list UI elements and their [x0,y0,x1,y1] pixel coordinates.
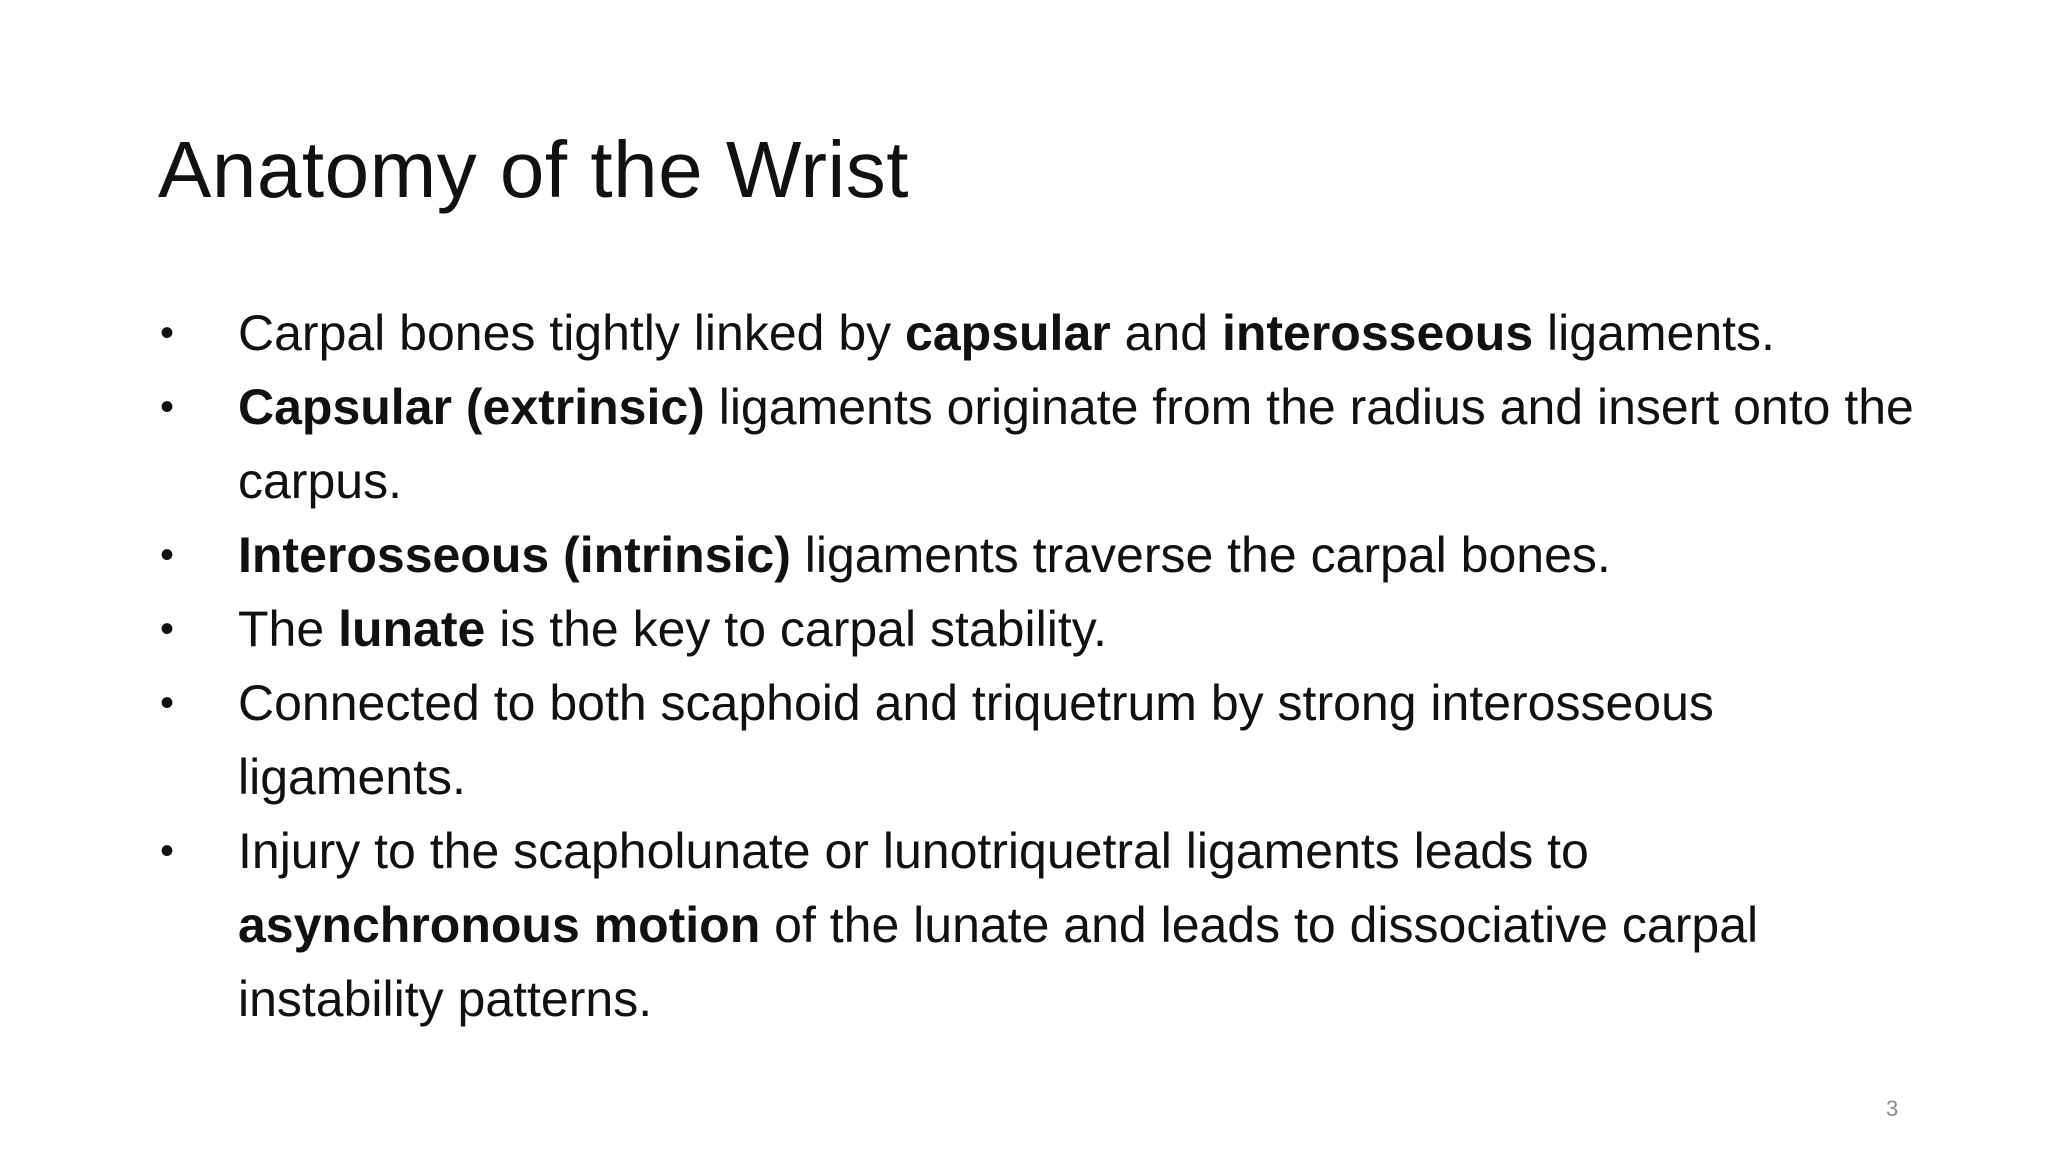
bullet-text-segment: Connected to both scaphoid and triquetrum by strong interosseous ligaments. [238,675,1714,805]
list-item [158,518,1918,592]
list-item [158,592,1918,666]
bullet-icon: • [160,607,175,651]
bullet-text-segment: ligaments. [1533,305,1775,361]
bullet-icon: • [160,829,175,873]
bullet-icon: • [160,681,175,725]
bullet-icon: • [160,385,175,429]
bullet-text-bold: Capsular (extrinsic) [238,379,705,435]
bullet-icon: • [160,533,175,577]
bullet-text-bold: interosseous [1221,305,1534,361]
bullet-text-segment: The [238,601,339,657]
list-item [158,370,1918,518]
bullet-text-segment: ligaments traverse the carpal bones. [790,527,1611,583]
bullet-text-segment: Carpal bones tightly linked by [238,305,906,361]
bullet-text-bold: Interosseous (intrinsic) [238,527,791,583]
bullet-text-bold: asynchronous motion [238,897,761,953]
bullet-icon: • [160,311,175,355]
list-item [158,296,1918,370]
bullet-text-segment: of the lunate and leads to dissociative carpal instability patterns. [238,897,1759,1027]
bullet-text-segment: ligaments originate from the radius and insert onto the carpus. [238,379,1914,509]
bullet-list [158,296,1918,1036]
list-item [158,666,1918,814]
bullet-text-bold: capsular [905,305,1111,361]
bullet-text-bold: lunate [338,601,486,657]
bullet-text-segment: is the key to carpal stability. [485,601,1107,657]
page-number: 3 [1886,1096,1899,1121]
bullet-text-segment: and [1110,305,1222,361]
bullet-text-segment: Injury to the scapholunate or lunotriquetral ligaments leads to [238,823,1589,879]
list-item [158,814,1918,1036]
slide-title: Anatomy of the Wrist [158,125,910,214]
